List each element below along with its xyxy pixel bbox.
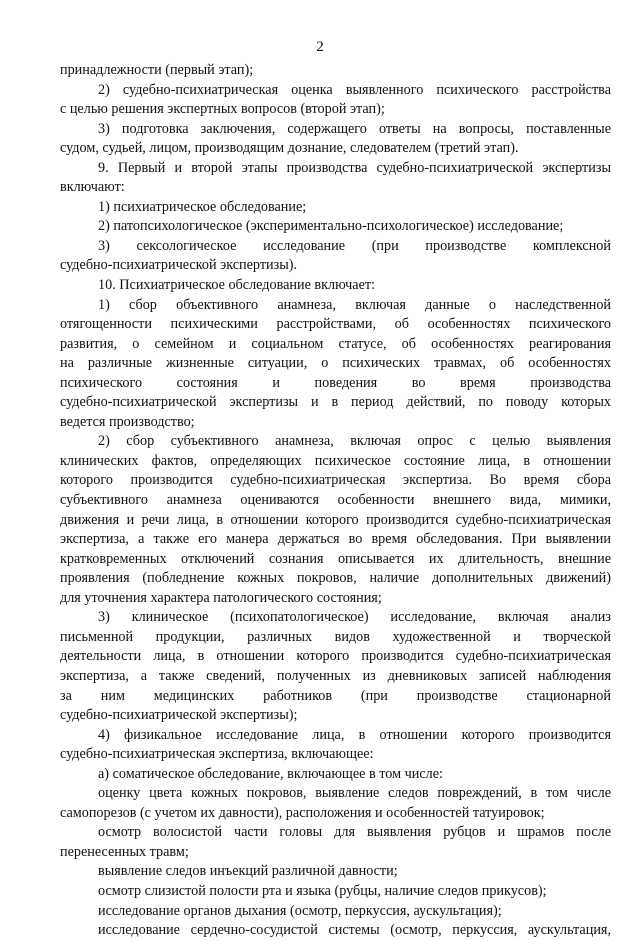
text-line: 2) судебно-психиатрическая оценка выявленного психического расстройства xyxy=(98,81,611,98)
text-line: выявление следов инъекций различной давности; xyxy=(98,863,398,880)
text-line: субъективного анамнеза оцениваются особенности внешнего вида, мимики, xyxy=(60,492,611,509)
text-line: 10. Психиатрическое обследование включает: xyxy=(98,277,376,294)
text-line: 9. Первый и второй этапы производства судебно-психиатрической экспертизы xyxy=(98,159,611,176)
text-line: экспертиза, а также сведений, полученных из дневниковых записей наблюдения xyxy=(60,667,611,684)
text-line: исследование сердечно-сосудистой системы (осмотр, перкуссия, аускультация, xyxy=(98,922,611,939)
text-line: отягощенности психическими расстройствами, об особенностях психического xyxy=(60,316,611,333)
text-line: клинических фактов, определяющих психическое состояние лица, в отношении xyxy=(60,452,611,469)
text-line: включают: xyxy=(60,179,125,196)
text-line: кратковременных отключений сознания описывается их длительность, внешние xyxy=(60,550,611,567)
page-number: 2 xyxy=(316,39,324,55)
text-line: 3) клиническое (психопатологическое) исследование, включая анализ xyxy=(98,609,611,626)
text-line: 2) патопсихологическое (экспериментально-психологическое) исследование; xyxy=(98,218,564,235)
text-line: оценку цвета кожных покровов, выявление следов повреждений, в том числе xyxy=(98,785,611,802)
text-line: деятельности лица, в отношении которого производится судебно-психиатрическая xyxy=(60,648,611,665)
text-line: 3) подготовка заключения, содержащего ответы на вопросы, поставленные xyxy=(98,120,611,137)
text-line: принадлежности (первый этап); xyxy=(60,62,254,78)
text-line: на различные жизненные ситуации, о психических травмах, об особенностях xyxy=(60,355,611,372)
text-line: за ним медицинских работников (при производстве стационарной xyxy=(60,687,611,704)
text-line: 2) сбор субъективного анамнеза, включая опрос с целью выявления xyxy=(98,433,611,450)
text-line: судебно-психиатрической экспертизы и в период действий, по поводу которых xyxy=(60,394,611,411)
text-line: судебно-психиатрическая экспертиза, включающее: xyxy=(60,746,374,763)
text-line: исследование органов дыхания (осмотр, перкуссия, аускультация); xyxy=(98,902,502,919)
document-body xyxy=(60,61,611,941)
text-line: 1) сбор объективного анамнеза, включая данные о наследственной xyxy=(98,296,611,313)
text-line: 4) физикальное исследование лица, в отношении которого производится xyxy=(98,726,611,743)
text-line: судебно-психиатрической экспертизы). xyxy=(60,257,298,274)
text-line: которого производится судебно-психиатрическая экспертиза. Во время сбора xyxy=(60,472,611,489)
text-line: судом, судьей, лицом, производящим дознание, следователем (третий этап). xyxy=(60,140,519,157)
text-line: движения и речи лица, в отношении которого производится судебно-психиатрическая xyxy=(60,511,611,528)
text-line: 1) психиатрическое обследование; xyxy=(98,198,307,215)
text-line: развития, о семейном и социальном статусе, об особенностях реагирования xyxy=(60,335,611,352)
text-line: судебно-психиатрической экспертизы); xyxy=(60,707,298,724)
text-line: 3) сексологическое исследование (при производстве комплексной xyxy=(98,237,611,254)
text-line: перенесенных травм; xyxy=(60,843,189,860)
text-line: ведется производство; xyxy=(60,413,195,430)
text-line: психического состояния и поведения во время производства xyxy=(60,374,611,391)
text-line: а) соматическое обследование, включающее в том числе: xyxy=(98,765,443,782)
text-line: самопорезов (с учетом их давности), расположения и особенностей татуировок; xyxy=(60,804,545,821)
text-line: осмотр волосистой части головы для выявления рубцов и шрамов после xyxy=(98,824,611,841)
text-line: письменной продукции, различных видов художественной и творческой xyxy=(60,628,611,645)
text-line: с целью решения экспертных вопросов (второй этап); xyxy=(60,101,385,118)
text-line: для уточнения характера патологического состояния; xyxy=(60,589,382,606)
text-line: проявления (побледнение кожных покровов, наличие дополнительных движений) xyxy=(60,570,611,587)
text-line: экспертиза, а также его манера держаться во время обследования. При выявлении xyxy=(60,531,611,548)
text-line: осмотр слизистой полости рта и языка (рубцы, наличие следов прикусов); xyxy=(98,882,547,899)
